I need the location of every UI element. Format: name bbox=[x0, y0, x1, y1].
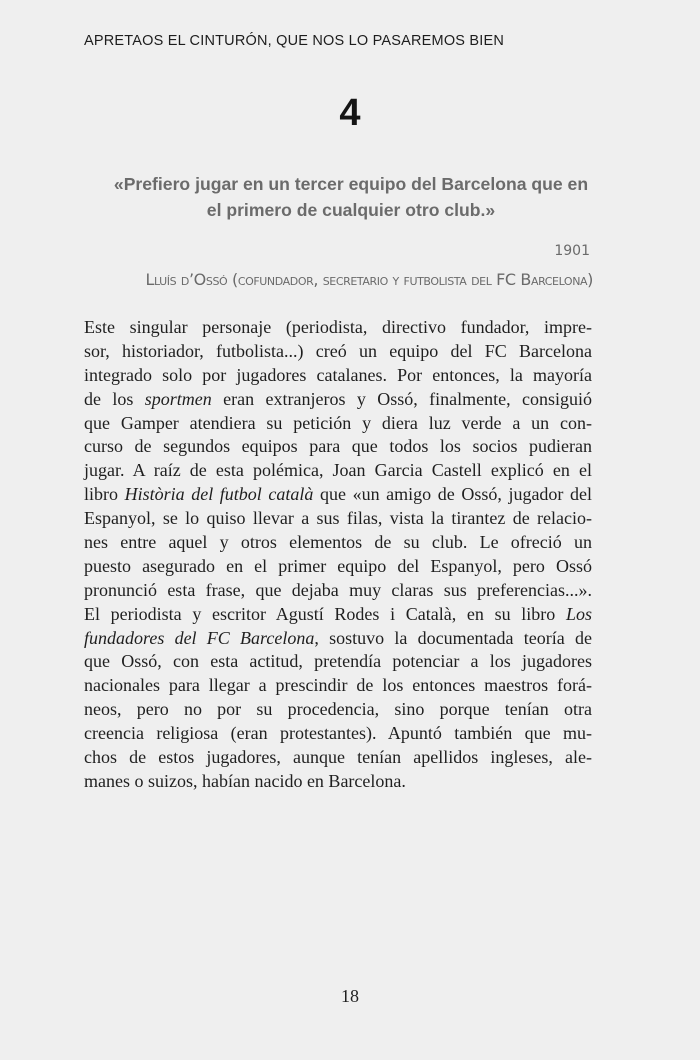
epigraph-year: 1901 bbox=[554, 243, 590, 259]
body-line: chos de estos jugadores, aunque tenían apellidos ingleses, ale- bbox=[84, 747, 592, 768]
body-paragraph bbox=[84, 316, 592, 794]
body-line: puesto asegurado en el primer equipo del Espanyol, pero Ossó bbox=[84, 555, 592, 576]
body-text-segment: libro bbox=[84, 484, 125, 505]
body-text-segment: que «un amigo de Ossó, jugador del bbox=[313, 484, 593, 505]
body-line: curso de segundos equipos para que todos los socios pudieran bbox=[84, 436, 592, 457]
body-line: jugar. A raíz de esta polémica, Joan Garcia Castell explicó en el bbox=[84, 460, 592, 481]
body-line bbox=[84, 627, 592, 651]
book-title: Història del futbol català bbox=[124, 484, 314, 505]
epigraph-quote-line: «Prefiero jugar en un tercer equipo del Barcelona que en bbox=[113, 174, 589, 194]
body-line bbox=[84, 483, 592, 507]
body-line: neos, pero no por su procedencia, sino porque tenían otra bbox=[84, 699, 592, 720]
body-line: nacionales para llegar a prescindir de los entonces maestros forá- bbox=[84, 675, 592, 696]
body-text-segment: El periodista y escritor Agustí Rodes i Català, en su libro bbox=[84, 603, 566, 624]
running-head: APRETAOS EL CINTURÓN, QUE NOS LO PASAREMOS BIEN bbox=[84, 33, 505, 49]
page-number: 18 bbox=[341, 986, 359, 1006]
body-line: Espanyol, se lo quiso llevar a sus filas, vista la tirantez de relacio- bbox=[84, 508, 592, 529]
body-line: que Ossó, con esta actitud, pretendía potenciar a los jugadores bbox=[84, 651, 592, 672]
body-line: pronunció esta frase, que dejaba muy claras sus preferencias...». bbox=[84, 579, 592, 600]
epigraph-attribution: Lluís d’Ossó (cofundador, secretario y futbolista del FC Barcelona) bbox=[145, 270, 593, 289]
epigraph-quote bbox=[110, 171, 592, 223]
epigraph-quote-line: el primero de cualquier otro club.» bbox=[206, 200, 496, 220]
body-line: Este singular personaje (periodista, directivo fundador, impre- bbox=[84, 317, 592, 337]
book-title: Los bbox=[565, 603, 592, 624]
body-text-segment: de los bbox=[84, 388, 145, 409]
italic-term: sportmen bbox=[144, 388, 212, 409]
body-line bbox=[84, 388, 592, 412]
body-line: manes o suizos, habían nacido en Barcelona. bbox=[84, 770, 406, 791]
body-text-segment: eran extranjeros y Ossó, finalmente, consiguió bbox=[211, 388, 593, 409]
body-line: creencia religiosa (eran protestantes). Apuntó también que mu- bbox=[84, 723, 592, 744]
book-title: fundadores del FC Barcelona bbox=[84, 627, 315, 648]
body-line bbox=[84, 603, 592, 627]
body-line: que Gamper atendiera su petición y diera luz verde a un con- bbox=[84, 412, 592, 433]
body-line: integrado solo por jugadores catalanes. Por entonces, la mayoría bbox=[84, 364, 592, 385]
body-line: sor, historiador, futbolista...) creó un equipo del FC Barcelona bbox=[84, 340, 592, 361]
body-text-segment: , sostuvo la documentada teoría de bbox=[314, 627, 592, 648]
body-line: nes entre aquel y otros elementos de su club. Le ofreció un bbox=[84, 532, 592, 553]
chapter-number: 4 bbox=[339, 92, 361, 134]
